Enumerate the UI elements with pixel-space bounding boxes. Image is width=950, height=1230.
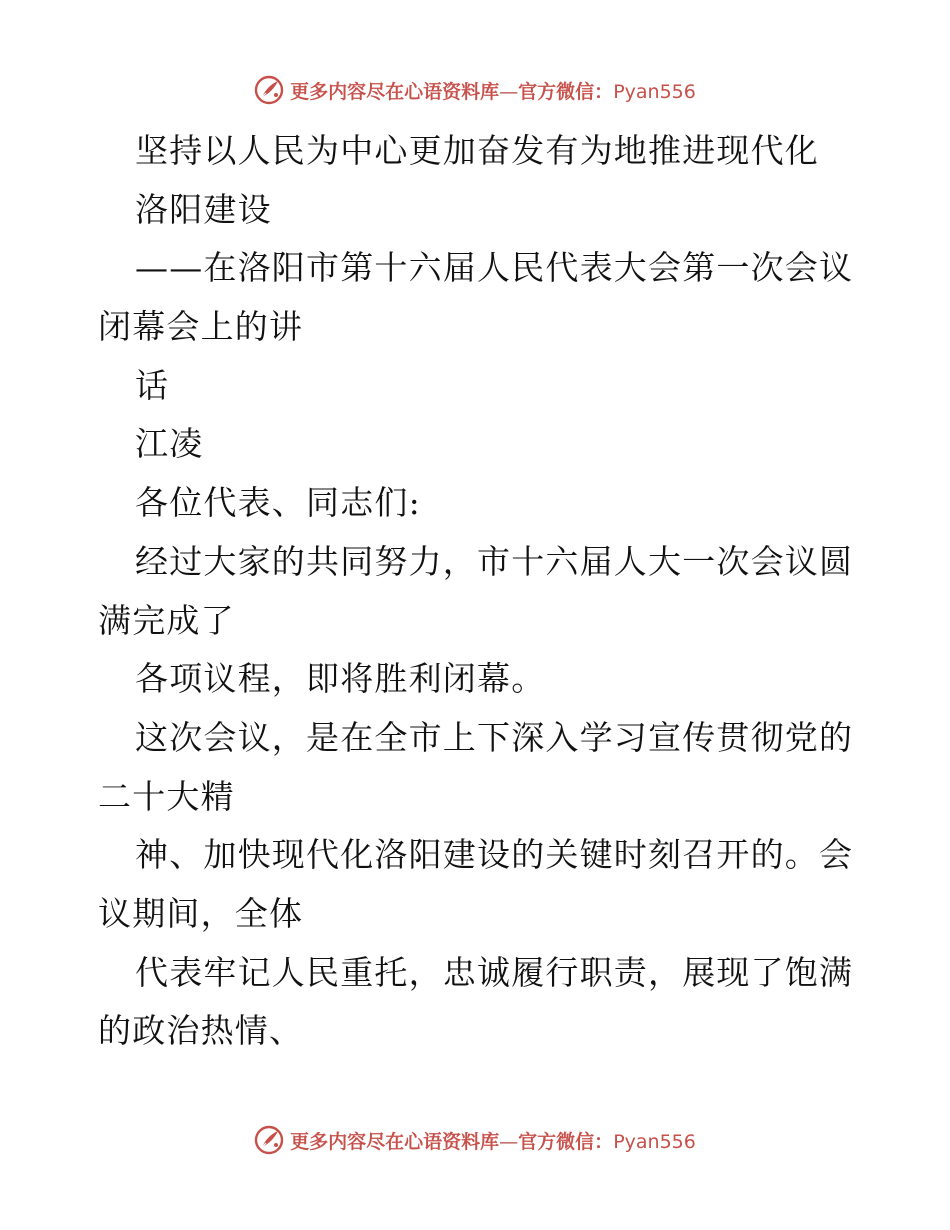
body-line: 的政治热情、 — [98, 1011, 304, 1051]
body-line: 这次会议，是在全市上下深入学习宣传贯彻党的 — [135, 717, 854, 757]
footer-watermark-content — [254, 1125, 696, 1155]
title-line-1: 坚持以人民为中心更加奋发有为地推进现代化 — [135, 131, 819, 170]
salutation: 各位代表、同志们: — [135, 483, 421, 523]
footer-watermark-banner — [0, 1120, 950, 1160]
body-line: 议期间，全体 — [98, 893, 304, 933]
watermark-separator: — — [499, 80, 519, 103]
subtitle-line-2: 闭幕会上的讲 — [98, 307, 304, 347]
body-line: 经过大家的共同努力，市十六届人大一次会议圆 — [135, 541, 854, 581]
title-line-2: 洛阳建设 — [135, 189, 272, 229]
subtitle-line-3: 话 — [135, 365, 170, 405]
body-line: 满完成了 — [98, 600, 235, 640]
header-watermark-banner — [0, 70, 950, 110]
body-line: 二十大精 — [98, 776, 235, 816]
watermark-slogan: 更多内容尽在心语资料库 — [290, 1130, 500, 1153]
body-line: 神、加快现代化洛阳建设的关键时刻召开的。会 — [135, 835, 854, 875]
watermark-separator: — — [499, 1130, 519, 1153]
body-line: 各项议程，即将胜利闭幕。 — [135, 659, 546, 699]
watermark-wechat-id: Pyan556 — [613, 1130, 696, 1153]
footer-watermark-text — [290, 1127, 696, 1154]
quill-pen-icon — [254, 75, 284, 105]
author-name: 江凌 — [135, 424, 204, 464]
document-body — [98, 122, 858, 1061]
subtitle-line-1: ——在洛阳市第十六届人民代表大会第一次会议 — [135, 248, 854, 288]
watermark-slogan: 更多内容尽在心语资料库 — [290, 80, 500, 103]
header-watermark-content — [254, 75, 696, 105]
body-line: 代表牢记人民重托，忠诚履行职责，展现了饱满 — [135, 952, 854, 992]
watermark-wechat-id: Pyan556 — [613, 80, 696, 103]
header-watermark-text — [290, 77, 696, 104]
watermark-wechat-label: 官方微信： — [518, 80, 614, 103]
quill-pen-icon — [254, 1125, 284, 1155]
watermark-wechat-label: 官方微信： — [518, 1130, 614, 1153]
